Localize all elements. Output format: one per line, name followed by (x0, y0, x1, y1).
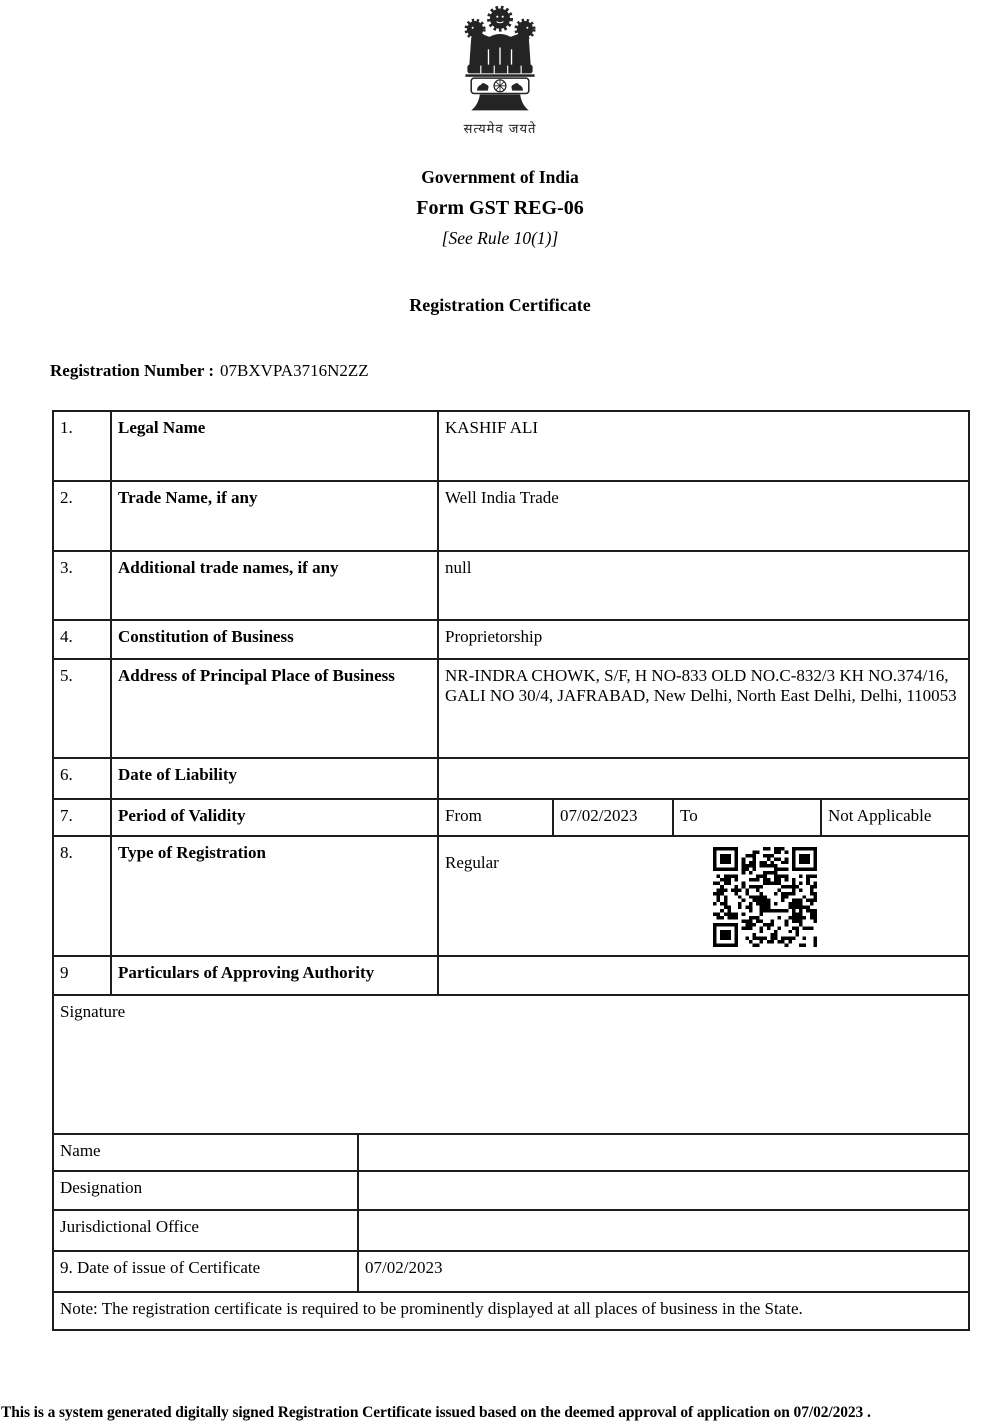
legal-name-value: KASHIF ALI (438, 411, 969, 481)
note-text: Note: The registration certificate is required to be prominently displayed at all places of business in the State. (53, 1292, 969, 1330)
emblem-block (440, 3, 560, 137)
government-heading: Government of India (421, 167, 579, 187)
designation-label: Designation (53, 1171, 358, 1210)
date-of-liability-value (438, 758, 969, 799)
row-name (53, 1134, 969, 1171)
validity-from-value: 07/02/2023 (553, 799, 673, 836)
qr-code (713, 847, 817, 947)
row-signature (53, 995, 969, 1134)
row-legal-name (53, 411, 969, 481)
row-number: 6. (53, 758, 111, 799)
certificate-table (52, 410, 970, 1331)
row-date-of-liability (53, 758, 969, 799)
row-additional-trade-names (53, 551, 969, 620)
type-of-registration-cell (438, 836, 969, 956)
name-value (358, 1134, 969, 1171)
row-trade-name (53, 481, 969, 551)
approving-authority-value (438, 956, 969, 995)
certificate-title: Registration Certificate (409, 295, 591, 315)
row-number: 8. (53, 836, 111, 956)
row-number: 1. (53, 411, 111, 481)
date-of-liability-label: Date of Liability (111, 758, 438, 799)
row-number: 3. (53, 551, 111, 620)
india-emblem-icon (452, 3, 548, 113)
row-number: 4. (53, 620, 111, 659)
legal-name-label: Legal Name (111, 411, 438, 481)
row-number: 9 (53, 956, 111, 995)
date-of-issue-value: 07/02/2023 (358, 1251, 969, 1292)
row-designation (53, 1171, 969, 1210)
trade-name-label: Trade Name, if any (111, 481, 438, 551)
row-type-of-registration (53, 836, 969, 956)
row-principal-address (53, 659, 969, 758)
row-period-of-validity (53, 799, 969, 836)
period-of-validity-label: Period of Validity (111, 799, 438, 836)
validity-to-value: Not Applicable (821, 799, 969, 836)
designation-value (358, 1171, 969, 1210)
additional-trade-names-value: null (438, 551, 969, 620)
row-approving-authority (53, 956, 969, 995)
trade-name-value: Well India Trade (438, 481, 969, 551)
principal-address-label: Address of Principal Place of Business (111, 659, 438, 758)
principal-address-value: NR-INDRA CHOWK, S/F, H NO-833 OLD NO.C-832/3 KH NO.374/16, GALI NO 30/4, JAFRABAD, New Delhi, North East Delhi, Delhi, 110053 (438, 659, 969, 758)
date-of-issue-label: 9. Date of issue of Certificate (53, 1251, 358, 1292)
name-label: Name (53, 1134, 358, 1171)
row-number: 5. (53, 659, 111, 758)
row-jurisdictional-office (53, 1210, 969, 1251)
rule-reference: [See Rule 10(1)] (441, 228, 559, 248)
row-number: 7. (53, 799, 111, 836)
additional-trade-names-label: Additional trade names, if any (111, 551, 438, 620)
footer-note: This is a system generated digitally signed Registration Certificate issued based on the deemed approval of application on 07/02/2023 . (1, 1404, 871, 1421)
constitution-label: Constitution of Business (111, 620, 438, 659)
registration-number-label: Registration Number : (50, 361, 214, 380)
approving-authority-label: Particulars of Approving Authority (111, 956, 438, 995)
constitution-value: Proprietorship (438, 620, 969, 659)
validity-from-label: From (438, 799, 553, 836)
type-of-registration-value: Regular (445, 853, 499, 872)
form-heading: Form GST REG-06 (416, 197, 584, 219)
signature-label: Signature (53, 995, 969, 1134)
registration-number-line (50, 361, 1000, 381)
jurisdictional-office-label: Jurisdictional Office (53, 1210, 358, 1251)
registration-number-value: 07BXVPA3716N2ZZ (220, 361, 369, 380)
row-note (53, 1292, 969, 1330)
row-date-of-issue (53, 1251, 969, 1292)
row-constitution (53, 620, 969, 659)
validity-to-label: To (673, 799, 821, 836)
row-number: 2. (53, 481, 111, 551)
type-of-registration-label: Type of Registration (111, 836, 438, 956)
emblem-caption: सत्यमेव जयते (463, 122, 537, 137)
jurisdictional-office-value (358, 1210, 969, 1251)
